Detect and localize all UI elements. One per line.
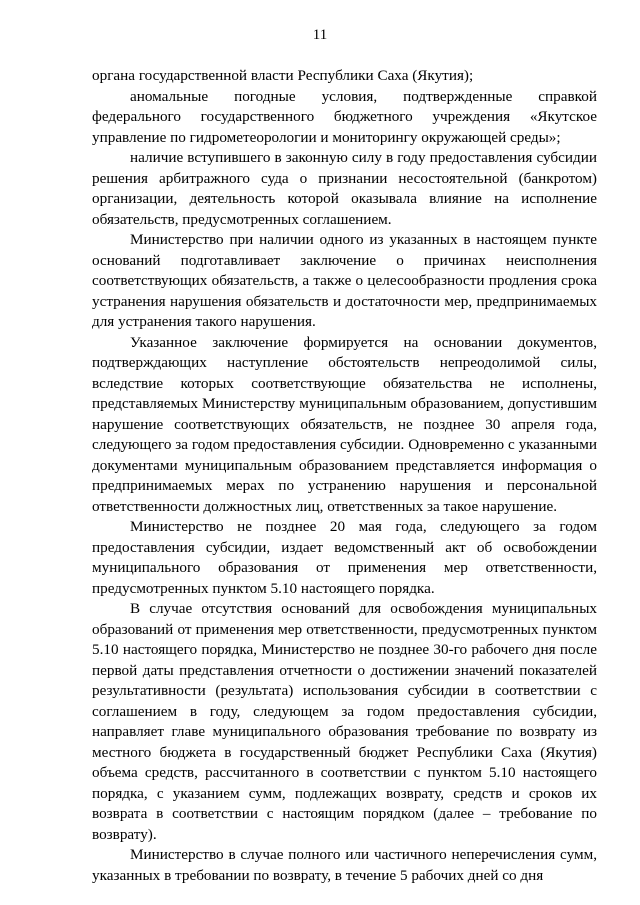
paragraph-non-transfer: Министерство в случае полного или частичного неперечисления сумм, указанных в требовании по возврату, в течение 5 рабочих дней со дня [92,846,597,884]
paragraph-ministry-conclusion: Министерство при наличии одного из указанных в настоящем пункте оснований подготавливает заключение о причинах неисполнения соответствующих обязательств, а также о целесообразности продления срока устранения нарушения обязательств и достаточности мер, предпринимаемых для устранения такого нарушения. [92,231,597,330]
paragraph-weather-conditions: аномальные погодные условия, подтвержденные справкой федерального государственного бюджетного учреждения «Якутское управление по гидрометеорологии и мониторингу окружающей среды»; [92,87,597,146]
paragraph-refund-requirement: В случае отсутствия оснований для освобождения муниципальных образований от применения мер ответственности, предусмотренных пунктом 5.10 настоящего порядка, Министерство не позднее 30-го рабочего дня после первой даты представления отчетности о достижении значений показателей результативности (результата) использования субсидии в соответствии с соглашением в году, следующем за годом предоставления субсидии, направляет главе муниципального образования требование по возврату из местного бюджета в государственный бюджет Республики Саха (Якутия) объема средств, рассчитанного в соответствии с пунктом 5.10 настоящего порядка, с указанием сумм, подлежащих возврату, средств и сроков их возврата в соответствии с настоящим порядком (далее – требование по возврату). [92,600,597,843]
paragraph-exemption-act: Министерство не позднее 20 мая года, следующего за годом предоставления субсидии, издает ведомственный акт об освобождении муниципального образования от применения мер ответственности, предусмотренных пунктом 5.10 настоящего порядка. [92,518,597,597]
paragraph-bankruptcy-decision: наличие вступившего в законную силу в году предоставления субсидии решения арбитражного суда о признании несостоятельной (банкротом) организации, деятельность которой оказывала влияние на исполнение обязательств, предусмотренных соглашением. [92,149,597,228]
page-number: 11 [312,27,328,43]
document-body [92,66,597,886]
paragraph-authority-continuation: органа государственной власти Республики Саха (Якутия); [92,67,474,84]
paragraph-conclusion-basis: Указанное заключение формируется на основании документов, подтверждающих наступление обстоятельств непреодолимой силы, вследствие которых соответствующие обязательства не исполнены, представляемых Министерству муниципальным образованием, допустившим нарушение соответствующих обязательств, не позднее 30 апреля года, следующего за годом предоставления субсидии. Одновременно с указанными документами муниципальным образованием представляется информация о предпринимаемых мерах по устранению нарушения и персональной ответственности должностных лиц, ответственных за такое нарушение. [92,333,597,515]
